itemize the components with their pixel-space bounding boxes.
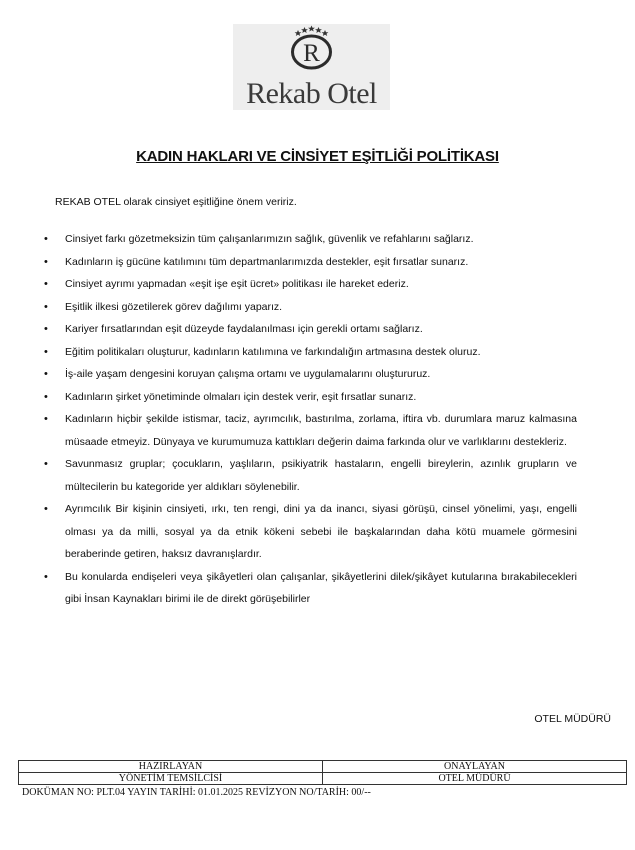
list-item: • Eşitlik ilkesi gözetilerek görev dağılımı yaparız. [44,296,577,319]
logo-wordmark: Rekab Otel [246,77,377,110]
list-item: • Kariyer fırsatlarından eşit düzeyde faydalanılması için gerekli ortamı sağlarız. [44,318,577,341]
prepared-by: YÖNETİM TEMSİLCİSİ [19,773,323,785]
list-item: • Cinsiyet farkı gözetmeksizin tüm çalışanlarımızın sağlık, güvenlik ve refahlarını sağlarız. [44,228,577,251]
svg-text:R: R [303,40,320,67]
page-title: KADIN HAKLARI VE CİNSİYET EŞİTLİĞİ POLİTİKASI [136,148,499,165]
list-item: • Kadınların şirket yönetiminde olmaları için destek verir, eşit fırsatlar sunarız. [44,386,577,409]
approved-header: ONAYLAYAN [323,761,627,773]
signature-label: OTEL MÜDÜRÜ [534,713,611,725]
list-item: • Savunmasız gruplar; çocukların, yaşlıların, psikiyatrik hastaların, engelli bireylerin, azınlık grupların ve mültecilerin bu kategoride yer aldıkları söylenebilir. [44,453,577,498]
list-item: • Bu konularda endişeleri veya şikâyetleri olan çalışanlar, şikâyetlerini dilek/şikâyet kutularına bırakabilecekleri gibi İnsan Kaynakları birimi ile de direkt görüşebilirler [44,566,577,611]
list-item: • Eğitim politikaları oluşturur, kadınların katılımına ve farkındalığın artmasına destek oluruz. [44,341,577,364]
list-item: • Cinsiyet ayrımı yapmadan «eşit işe eşit ücret» politikası ile hareket ederiz. [44,273,577,296]
approved-by: OTEL MÜDÜRÜ [323,773,627,785]
list-item: • Kadınların iş gücüne katılımını tüm departmanlarımızda destekler, eşit fırsatlar sunarız. [44,251,577,274]
table-row [19,761,627,773]
approval-table [18,760,627,785]
policy-list [44,228,577,611]
hotel-logo [233,24,390,110]
table-row [19,773,627,785]
list-item: • İş-aile yaşam dengesini koruyan çalışma ortamı ve uygulamalarını oluştururuz. [44,363,577,386]
intro-text: REKAB OTEL olarak cinsiyet eşitliğine önem veririz. [55,196,297,208]
list-item: • Kadınların hiçbir şekilde istismar, taciz, ayrımcılık, bastırılma, zorlama, iftira vb. durumlara maruz kalmasına müsaade etmeyiz. Dünyaya ve kurumumuza kattıkları değerin daima farkında olur ve varlıklarını destekleriz. [44,408,577,453]
document-info: DOKÜMAN NO: PLT.04 YAYIN TARİHİ: 01.01.2025 REVİZYON NO/TARİH: 00/-- [22,787,371,798]
prepared-header: HAZIRLAYAN [19,761,323,773]
list-item: • Ayrımcılık Bir kişinin cinsiyeti, ırkı, ten rengi, dini ya da inancı, siyasi görüşü, cinsel yönelimi, yaşı, engelli olması ya da milli, sosyal ya da etnik kökeni sebebi ile başkalarından daha kötü muamele görmesini beraberinde getiren, haksız davranışlardır. [44,498,577,566]
